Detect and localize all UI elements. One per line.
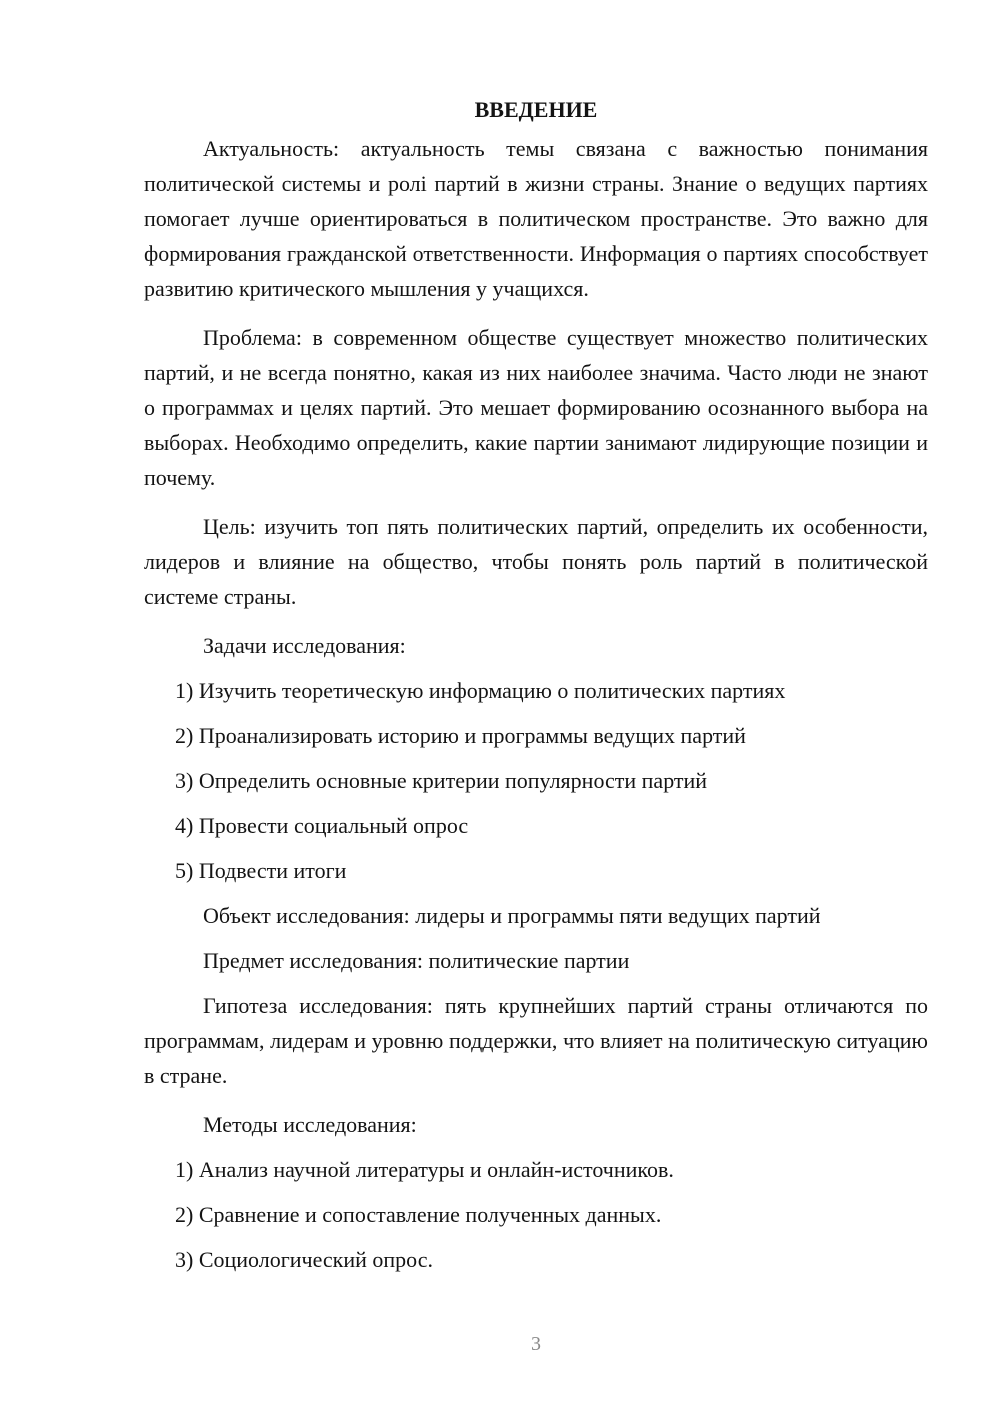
tasks-list: [144, 673, 928, 888]
document-body: [144, 93, 928, 1287]
section-title: ВВЕДЕНИЕ: [474, 97, 598, 122]
research-subject: Предмет исследования: политические партии: [203, 948, 630, 973]
relevance-paragraph: Актуальность: актуальность темы связана с важностью понимания политической системы и ролі партий в жизни страны. Знание о ведущих партиях помогает лучше ориентироваться в политическом пространстве. Это важно для формирования гражданской ответственности. Информация о партиях способствует развитию критического мышления у учащихся.: [144, 136, 928, 301]
tasks-heading: Задачи исследования:: [203, 633, 406, 658]
list-item: 1) Изучить теоретическую информацию о политических партиях: [175, 678, 786, 703]
list-item: 1) Анализ научной литературы и онлайн-источников.: [175, 1157, 674, 1182]
list-item: 4) Провести социальный опрос: [175, 813, 469, 838]
methods-heading: Методы исследования:: [203, 1112, 417, 1137]
research-object: Объект исследования: лидеры и программы пяти ведущих партий: [203, 903, 821, 928]
list-item: 3) Социологический опрос.: [175, 1247, 433, 1272]
page-number: 3: [531, 1333, 541, 1355]
goal-paragraph: Цель: изучить топ пять политических партий, определить их особенности, лидеров и влияние на общество, чтобы понять роль партий в политической системе страны.: [144, 514, 928, 609]
hypothesis-paragraph: Гипотеза исследования: пять крупнейших партий страны отличаются по программам, лидерам и уровню поддержки, что влияет на политическую ситуацию в стране.: [144, 993, 928, 1088]
list-item: 2) Проанализировать историю и программы ведущих партий: [175, 723, 746, 748]
problem-paragraph: Проблема: в современном обществе существует множество политических партий, и не всегда понятно, какая из них наиболее значима. Часто люди не знают о программах и целях партий. Это мешает формированию осознанного выбора на выборах. Необходимо определить, какие партии занимают лидирующие позиции и почему.: [144, 325, 928, 490]
methods-list: [144, 1152, 928, 1277]
list-item: 3) Определить основные критерии популярности партий: [175, 768, 708, 793]
list-item: 5) Подвести итоги: [175, 858, 347, 883]
list-item: 2) Сравнение и сопоставление полученных данных.: [175, 1202, 662, 1227]
